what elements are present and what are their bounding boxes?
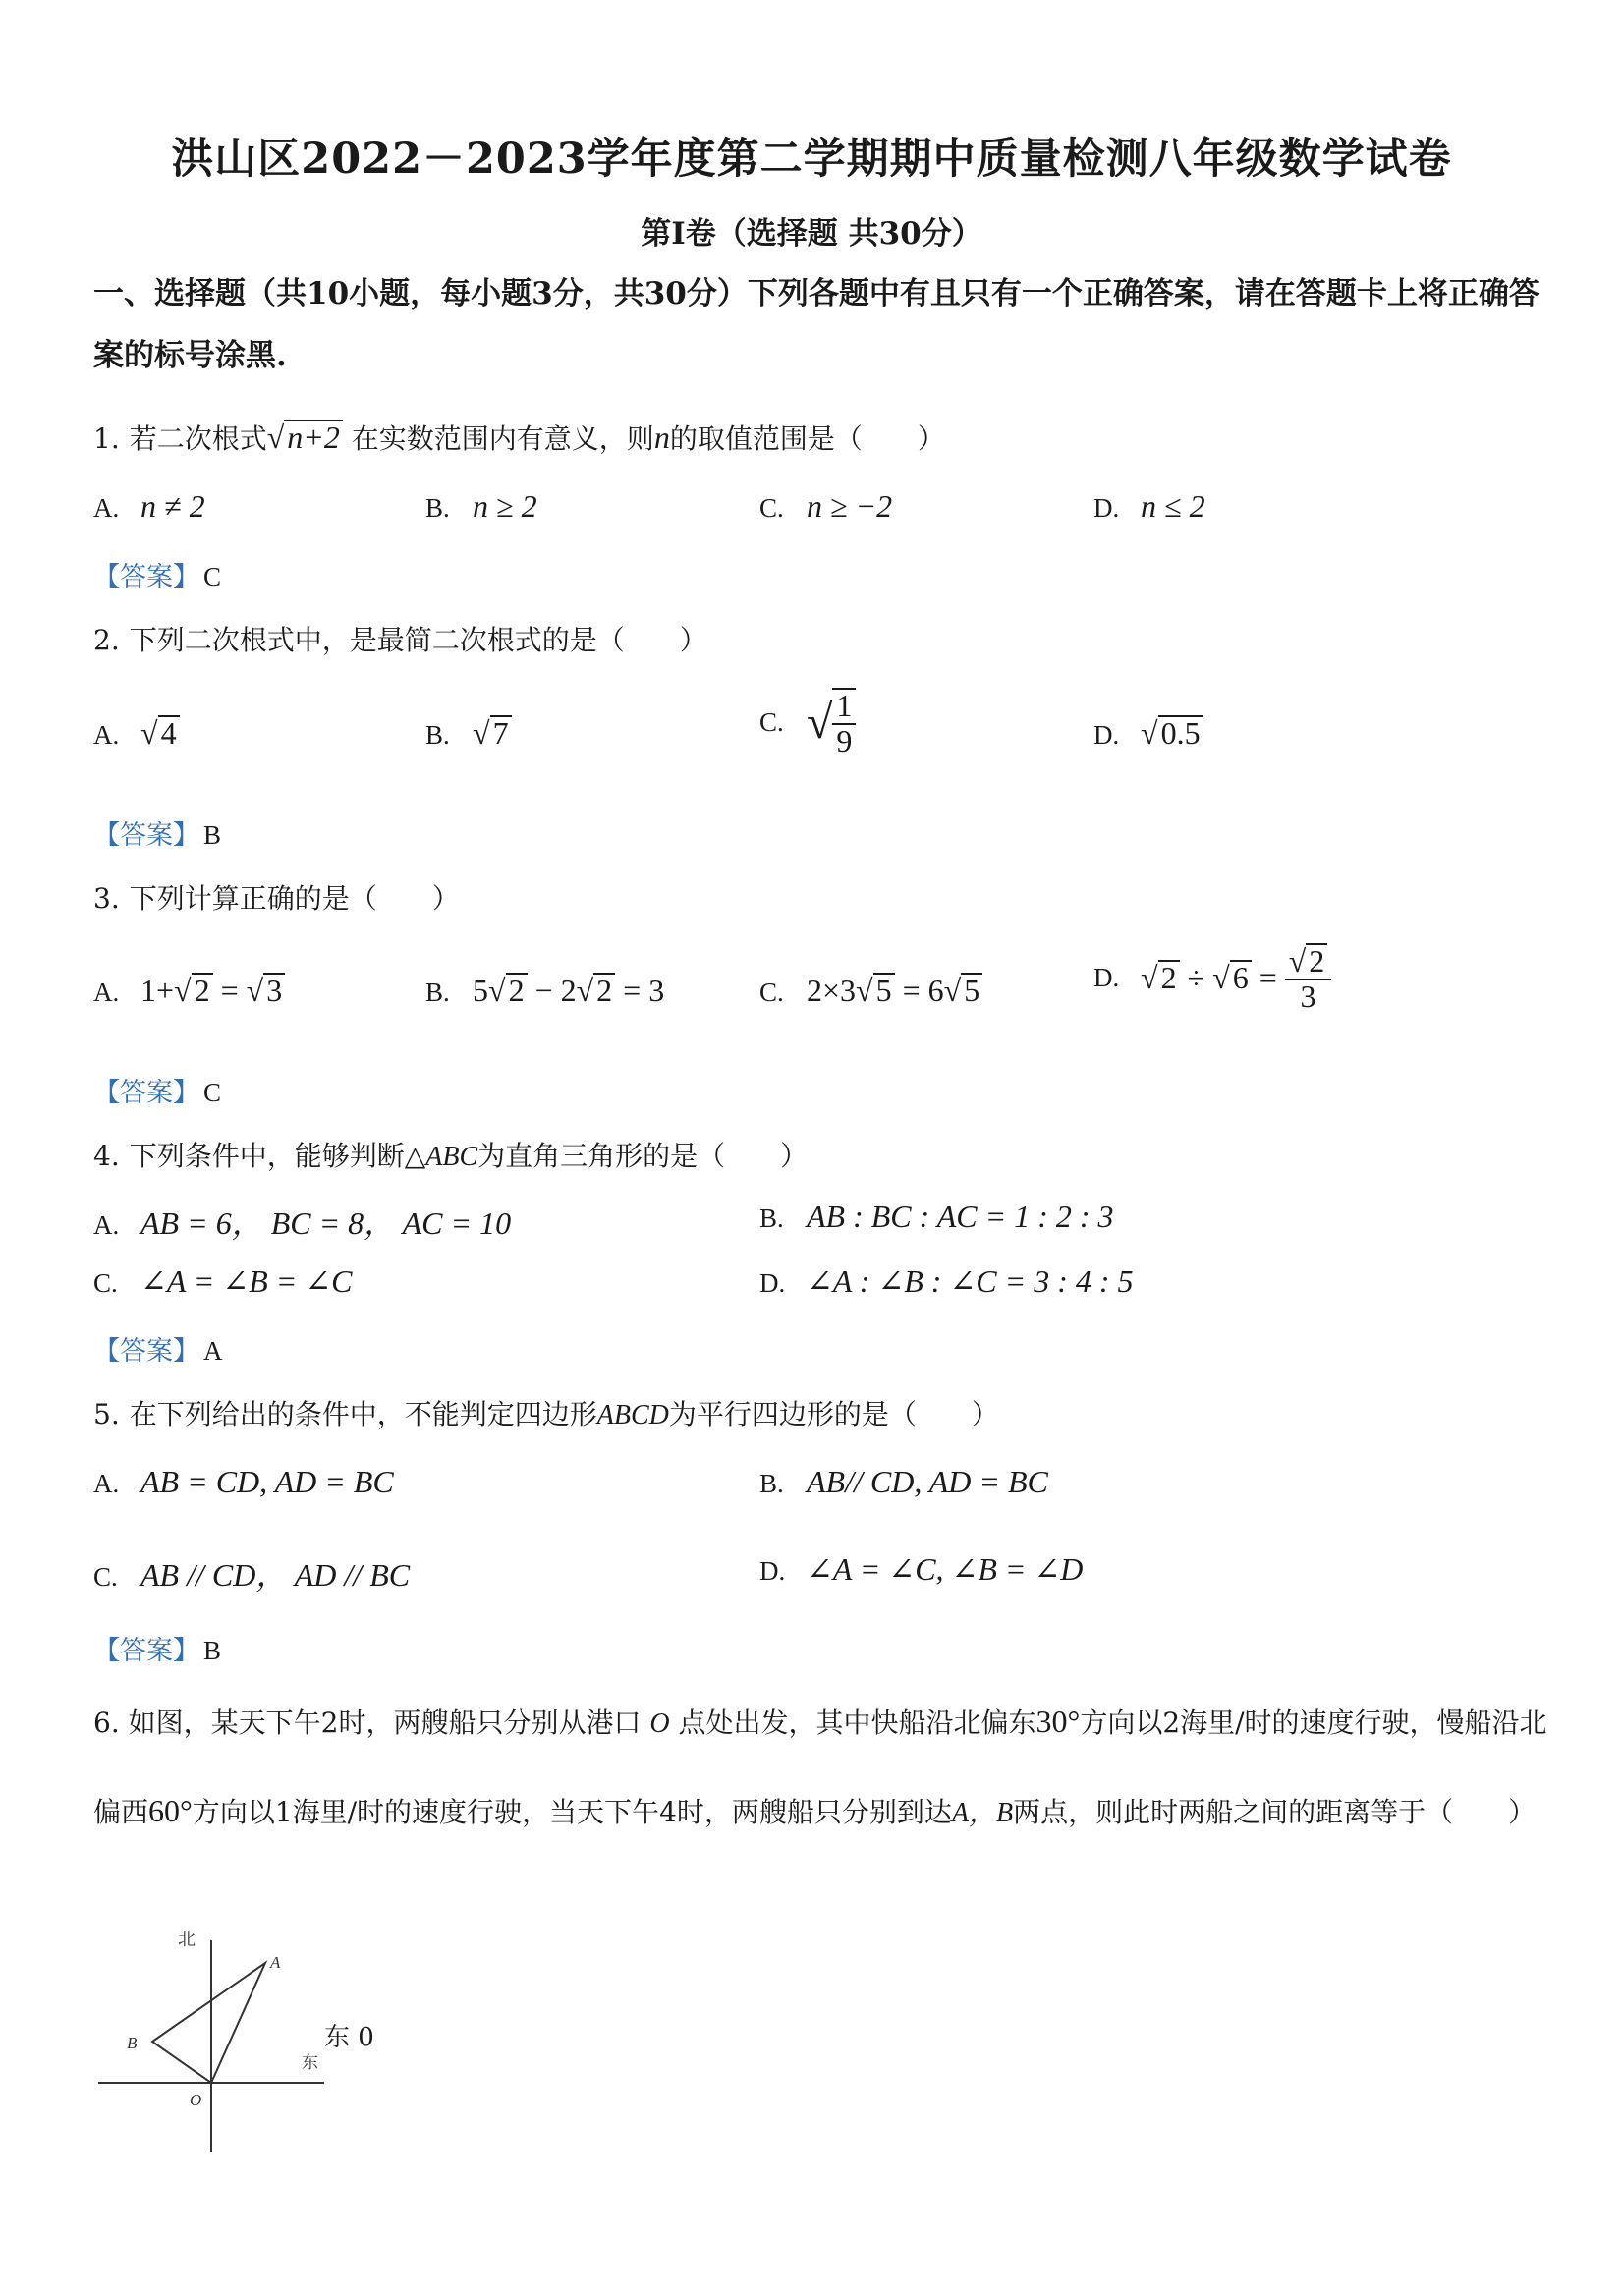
point-o-label: O [190, 2091, 202, 2109]
q1-option-b[interactable]: B. n ≥ 2 [425, 488, 537, 524]
q1-option-d[interactable]: D. n ≤ 2 [1093, 488, 1205, 524]
question-3: 3. 下列计算正确的是（ ） [93, 882, 460, 915]
q2-option-c[interactable]: C. √ $\frac{1}{9}$ [759, 688, 856, 757]
q5-answer: 【答案】 B [93, 1636, 222, 1666]
q5-option-d[interactable]: D. ∠A = ∠C, ∠B = ∠D [759, 1551, 1084, 1587]
q2-option-d[interactable]: D. √0.5 [1093, 715, 1203, 752]
q4-answer: 【答案】 A [93, 1336, 223, 1367]
triangle-oab [152, 1963, 265, 2083]
q3-answer: 【答案】 C [93, 1078, 222, 1108]
section-instructions: 一、选择题（共10小题，每小题3分，共30分）下列各题中有且只有一个正确答案，请在答题卡上将正确答案的标号涂黑. [93, 276, 1539, 373]
q3-option-a[interactable]: A. 1+√2 = √3 [93, 973, 285, 1009]
point-b-label: B [127, 2034, 138, 2052]
q4-option-d[interactable]: D. ∠A : ∠B : ∠C = 3 : 4 : 5 [759, 1263, 1134, 1299]
part-title: 第I卷（选择题 共30分） [641, 216, 982, 252]
q1-option-c[interactable]: C. n ≥ −2 [759, 488, 893, 524]
question-2: 2. 下列二次根式中，是最简二次根式的是（ ） [93, 624, 707, 656]
q5-option-b[interactable]: B. AB// CD, AD = BC [759, 1464, 1048, 1499]
exam-title: 洪山区2022－2023学年度第二学期期中质量检测八年级数学试卷 [171, 135, 1452, 184]
q4-option-a[interactable]: A. AB = 6， BC = 8， AC = 10 [93, 1205, 512, 1241]
q4-option-b[interactable]: B. AB : BC : AC = 1 : 2 : 3 [759, 1199, 1114, 1234]
q2-option-b[interactable]: B. √7 [425, 715, 512, 752]
q1-answer: 【答案】 C [93, 562, 222, 592]
q4-option-c[interactable]: C. ∠A = ∠B = ∠C [93, 1263, 353, 1299]
radicand: n+2 [284, 420, 343, 453]
q1-option-a[interactable]: A. n ≠ 2 [93, 488, 205, 524]
question-1: 1. 若二次根式√n+2 在实数范围内有意义，则n的取值范围是（ ） [93, 420, 945, 455]
east-label: 东 [302, 2053, 318, 2073]
navigation-diagram [93, 1921, 418, 2166]
question-4: 4. 下列条件中，能够判断△ABC为直角三角形的是（ ） [93, 1140, 809, 1172]
question-6: 6. 如图，某天下午2时，两艘船只分别从港口 O 点处出发，其中快船沿北偏东30°方向以2海里/时的速度行驶，慢船沿北偏西60°方向以1海里/时的速度行驶，当天下午4时，两艘船只分别到达A，B两点，则此时两船之间的距离等于（ ） [93, 1704, 1547, 1828]
q2-option-a[interactable]: A. √4 [93, 715, 180, 752]
q3-option-d[interactable]: D. √2 ÷ √6 = $\frac{√2}{3}$ [1093, 943, 1331, 1013]
q3-option-b[interactable]: B. 5√2 − 2√2 = 3 [425, 973, 665, 1008]
east-note: 东 0 [324, 2023, 374, 2052]
north-label: 北 [178, 1930, 196, 1950]
question-5: 5. 在下列给出的条件中，不能判定四边形ABCD为平行四边形的是（ ） [93, 1398, 999, 1430]
q5-option-c[interactable]: C. AB // CD， AD // BC [93, 1557, 411, 1593]
q6-figure [93, 1921, 418, 2166]
point-a-label: A [270, 1953, 281, 1972]
q2-answer: 【答案】 B [93, 820, 222, 851]
q5-option-a[interactable]: A. AB = CD, AD = BC [93, 1464, 394, 1499]
q3-option-c[interactable]: C. 2×3√5 = 6√5 [759, 973, 982, 1009]
